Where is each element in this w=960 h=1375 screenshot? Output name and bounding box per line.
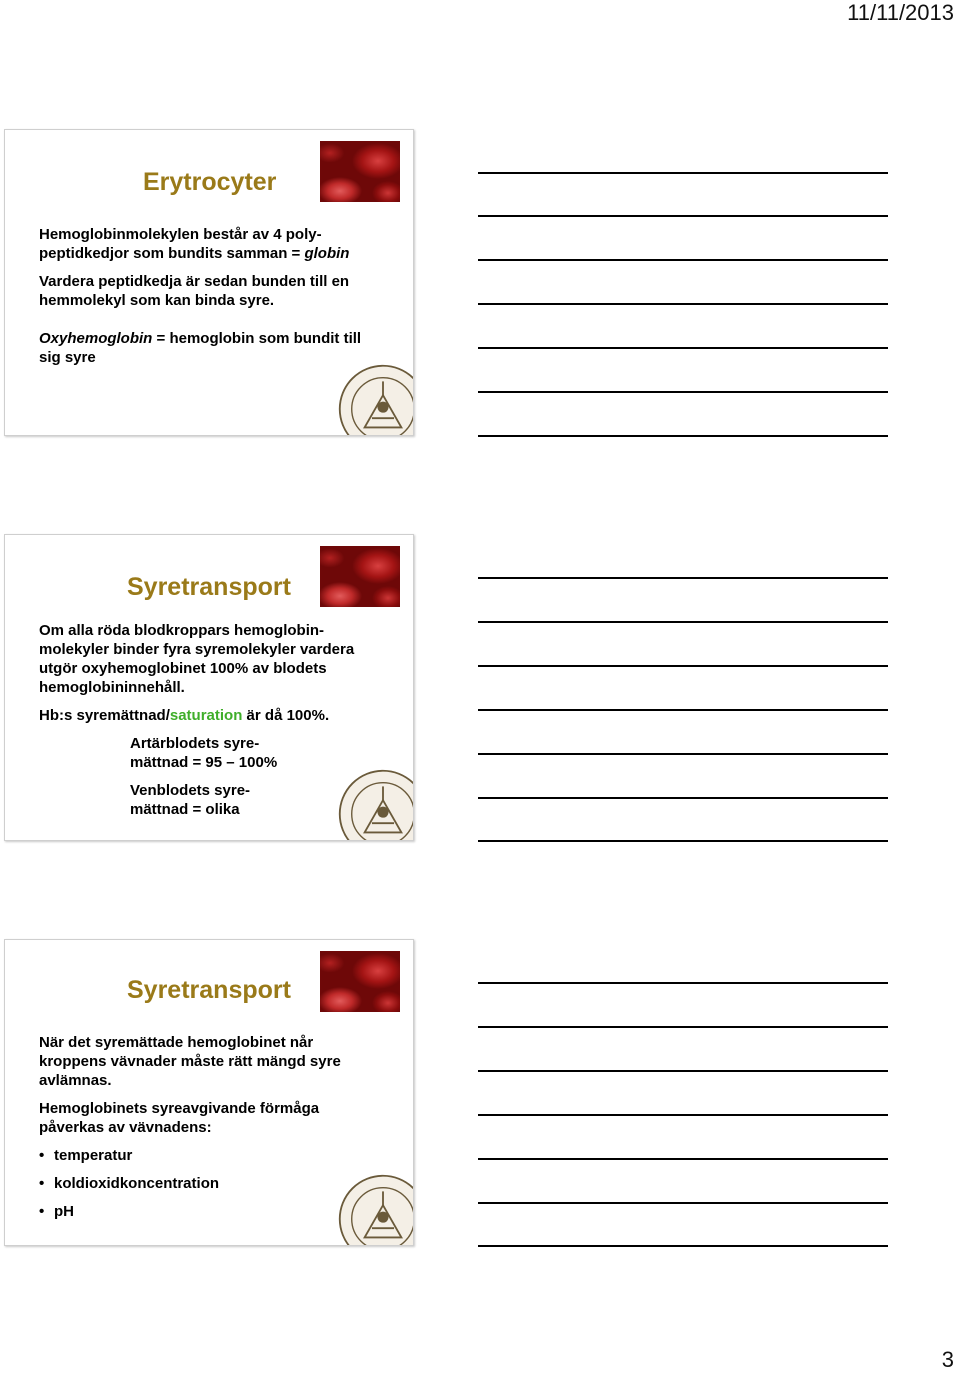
paragraph: Hemoglobinmolekylen består av 4 poly-peptidkedjor som bundits samman = globin	[39, 226, 350, 262]
slide-2	[4, 534, 414, 841]
blood-cells-image	[320, 546, 400, 607]
note-line	[478, 840, 888, 842]
note-line	[478, 303, 888, 305]
list-item: • pH	[39, 1202, 379, 1221]
note-line	[478, 391, 888, 393]
note-line	[478, 797, 888, 799]
paragraph: Hb:s syremättnad/saturation är då 100%.	[39, 707, 330, 724]
university-seal-icon	[337, 768, 414, 841]
note-line	[478, 215, 888, 217]
page-number: 3	[941, 1347, 954, 1372]
slide-title: Syretransport	[127, 573, 291, 601]
list-item: • koldioxidkoncentration	[39, 1174, 379, 1193]
note-line	[478, 172, 888, 174]
paragraph: Vardera peptidkedja är sedan bunden till en hemmolekyl som kan binda syre.	[39, 273, 350, 309]
note-line	[478, 1070, 888, 1072]
note-line	[478, 1114, 888, 1116]
paragraph: Venblodets syre-mättnad = olika	[130, 782, 251, 818]
note-line	[478, 259, 888, 261]
list-item: • temperatur	[39, 1146, 379, 1165]
blood-cells-image	[320, 951, 400, 1012]
note-line	[478, 621, 888, 623]
note-line	[478, 1026, 888, 1028]
header-date: 11/11/2013	[847, 0, 954, 25]
slide-title: Erytrocyter	[143, 168, 277, 196]
paragraph: När det syremättade hemoglobinet når kroppens vävnader måste rätt mängd syre avlämnas.	[39, 1034, 341, 1089]
note-line	[478, 1158, 888, 1160]
note-line	[478, 665, 888, 667]
blood-cells-image	[320, 141, 400, 202]
paragraph: Hemoglobinets syreavgivande förmåga påverkas av vävnadens:	[39, 1100, 320, 1136]
note-line	[478, 435, 888, 437]
slide-3	[4, 939, 414, 1246]
bullet-list	[39, 1146, 379, 1221]
note-line	[478, 753, 888, 755]
note-line	[478, 1202, 888, 1204]
note-line	[478, 1245, 888, 1247]
university-seal-icon	[337, 363, 414, 436]
slide-body	[39, 1033, 379, 1230]
note-line	[478, 577, 888, 579]
paragraph: Artärblodets syre-mättnad = 95 – 100%	[130, 735, 278, 771]
university-seal-icon	[337, 1173, 414, 1246]
note-line	[478, 709, 888, 711]
paragraph: Om alla röda blodkroppars hemoglobin-molekyler binder fyra syremolekyler vardera utgör oxyhemoglobinet 100% av blodets hemoglobininnehåll.	[39, 622, 355, 696]
paragraph: Oxyhemoglobin = hemoglobin som bundit till sig syre	[39, 330, 362, 366]
slide-1	[4, 129, 414, 436]
note-line	[478, 347, 888, 349]
slide-title: Syretransport	[127, 976, 291, 1004]
slide-body	[39, 225, 379, 376]
note-line	[478, 982, 888, 984]
